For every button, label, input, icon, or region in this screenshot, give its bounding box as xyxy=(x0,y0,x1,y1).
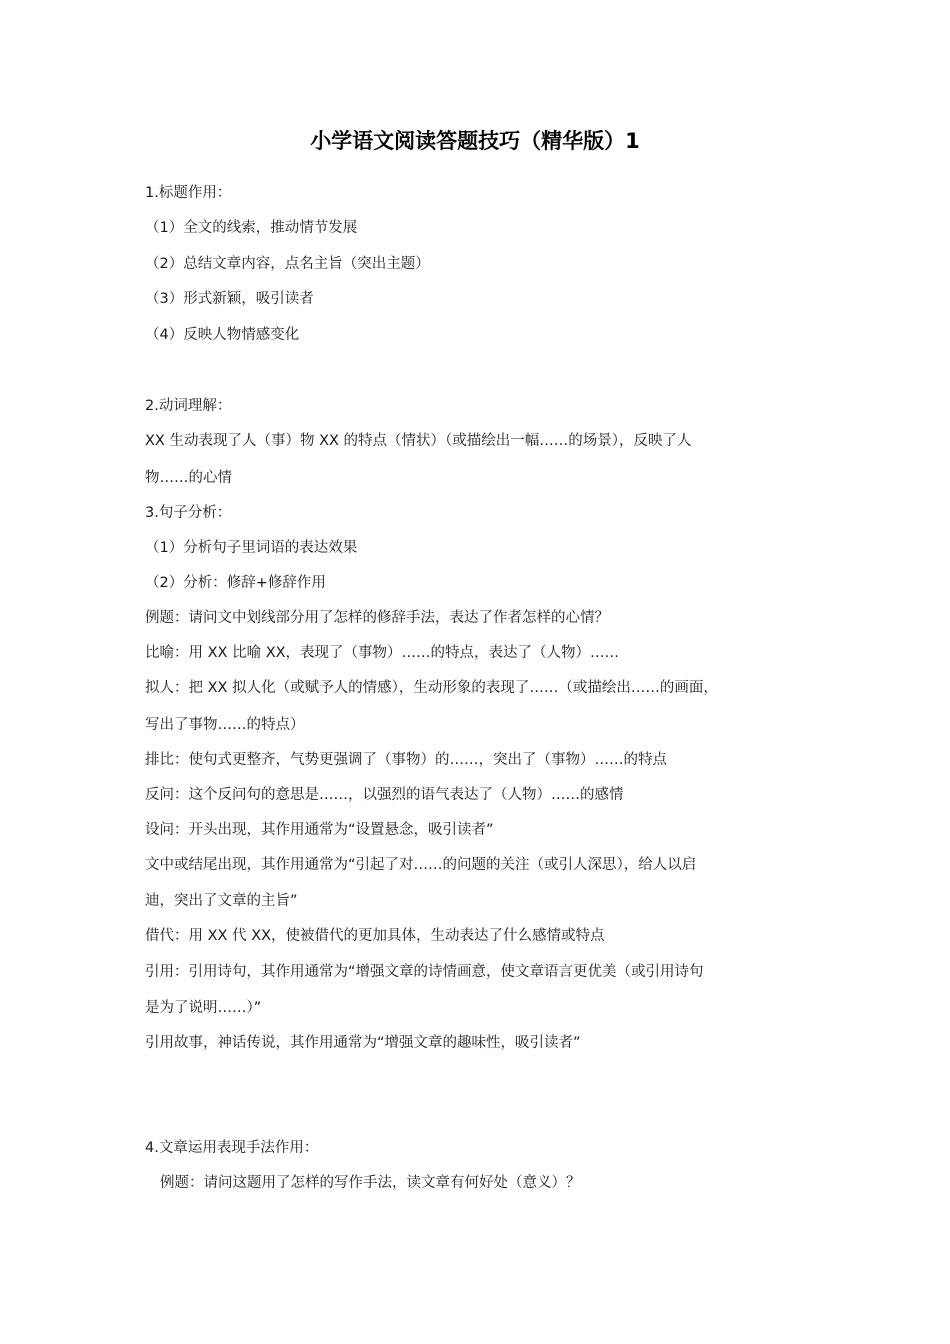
section-3-line: 文中或结尾出现，其作用通常为“引起了对……的问题的关注（或引人深思），给人以启 xyxy=(145,857,697,873)
section-3-line: 是为了说明……）” xyxy=(145,1000,262,1016)
section-3-line: （2）分析：修辞+修辞作用 xyxy=(145,575,326,591)
section-1-item: （1）全文的线索，推动情节发展 xyxy=(145,220,358,236)
section-3-line: 引用：引用诗句，其作用通常为“增强文章的诗情画意，使文章语言更优美（或引用诗句 xyxy=(145,964,704,980)
section-3-line: 拟人：把 XX 拟人化（或赋予人的情感），生动形象的表现了……（或描绘出……的画面， xyxy=(145,680,718,696)
document-title: 小学语文阅读答题技巧（精华版）1 xyxy=(310,129,640,153)
section-2-heading: 2.动词理解： xyxy=(145,398,232,414)
section-3-line: 借代：用 XX 代 XX，使被借代的更加具体，生动表达了什么感情或特点 xyxy=(145,928,605,944)
section-3-line: 写出了事物……的特点） xyxy=(145,717,305,733)
section-3-line: 比喻：用 XX 比喻 XX，表现了（事物）……的特点，表达了（人物）…… xyxy=(145,645,620,661)
section-3-line: 排比：使句式更整齐，气势更强调了（事物）的……，突出了（事物）……的特点 xyxy=(145,752,667,768)
section-3-line: 例题：请问文中划线部分用了怎样的修辞手法，表达了作者怎样的心情？ xyxy=(145,610,609,626)
section-1-item: （4）反映人物情感变化 xyxy=(145,327,300,343)
section-3-line: 设问：开头出现，其作用通常为“设置悬念，吸引读者” xyxy=(145,822,494,838)
section-1-item: （3）形式新颖，吸引读者 xyxy=(145,291,314,307)
section-3-line: （1）分析句子里词语的表达效果 xyxy=(145,540,358,556)
section-1-heading: 1.标题作用： xyxy=(145,185,232,201)
section-3-heading: 3.句子分析： xyxy=(145,505,232,521)
section-3-line: 反问：这个反问句的意思是……，以强烈的语气表达了（人物）……的感情 xyxy=(145,787,624,803)
section-2-line: XX 生动表现了人（事）物 XX 的特点（情状）（或描绘出一幅……的场景），反映了人 xyxy=(145,433,692,449)
section-4-example: 例题：请问这题用了怎样的写作手法，读文章有何好处（意义）？ xyxy=(160,1175,581,1191)
section-3-line: 迪，突出了文章的主旨” xyxy=(145,893,298,909)
section-4-heading: 4.文章运用表现手法作用： xyxy=(145,1140,319,1156)
section-2-line: 物……的心情 xyxy=(145,470,232,486)
section-3-line: 引用故事，神话传说，其作用通常为“增强文章的趣味性，吸引读者” xyxy=(145,1035,581,1051)
section-1-item: （2）总结文章内容，点名主旨（突出主题） xyxy=(145,256,430,272)
